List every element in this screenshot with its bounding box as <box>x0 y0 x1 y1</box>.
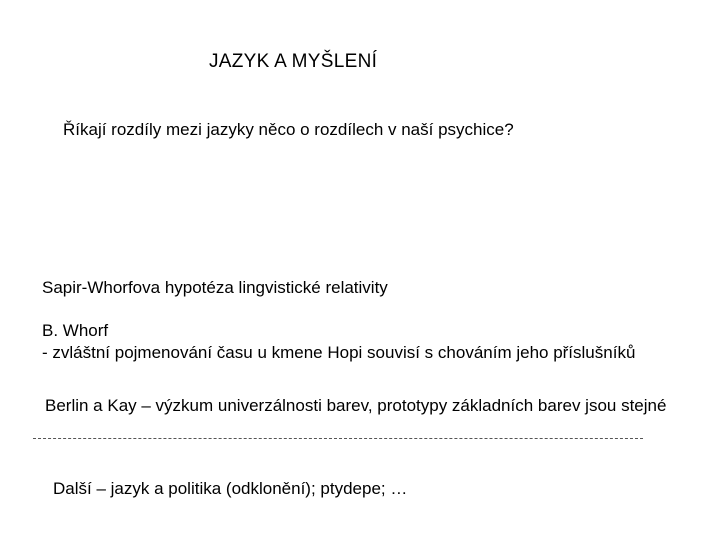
question-text: Říkají rozdíly mezi jazyky něco o rozdílech v naší psychice? <box>63 120 514 139</box>
other-topics-text: Další – jazyk a politika (odklonění); ptydepe; … <box>53 479 408 498</box>
sapir-whorf-text: Sapir-Whorfova hypotéza lingvistické relativity <box>42 278 388 297</box>
whorf-name-text: B. Whorf <box>42 321 109 340</box>
dashed-divider <box>33 438 643 439</box>
slide-title: JAZYK A MYŠLENÍ <box>209 51 378 72</box>
berlin-kay-text: Berlin a Kay – výzkum univerzálnosti barev, prototypy základních barev jsou stejné <box>45 396 667 415</box>
whorf-description-text: - zvláštní pojmenování času u kmene Hopi souvisí s chováním jeho příslušníků <box>42 343 636 362</box>
